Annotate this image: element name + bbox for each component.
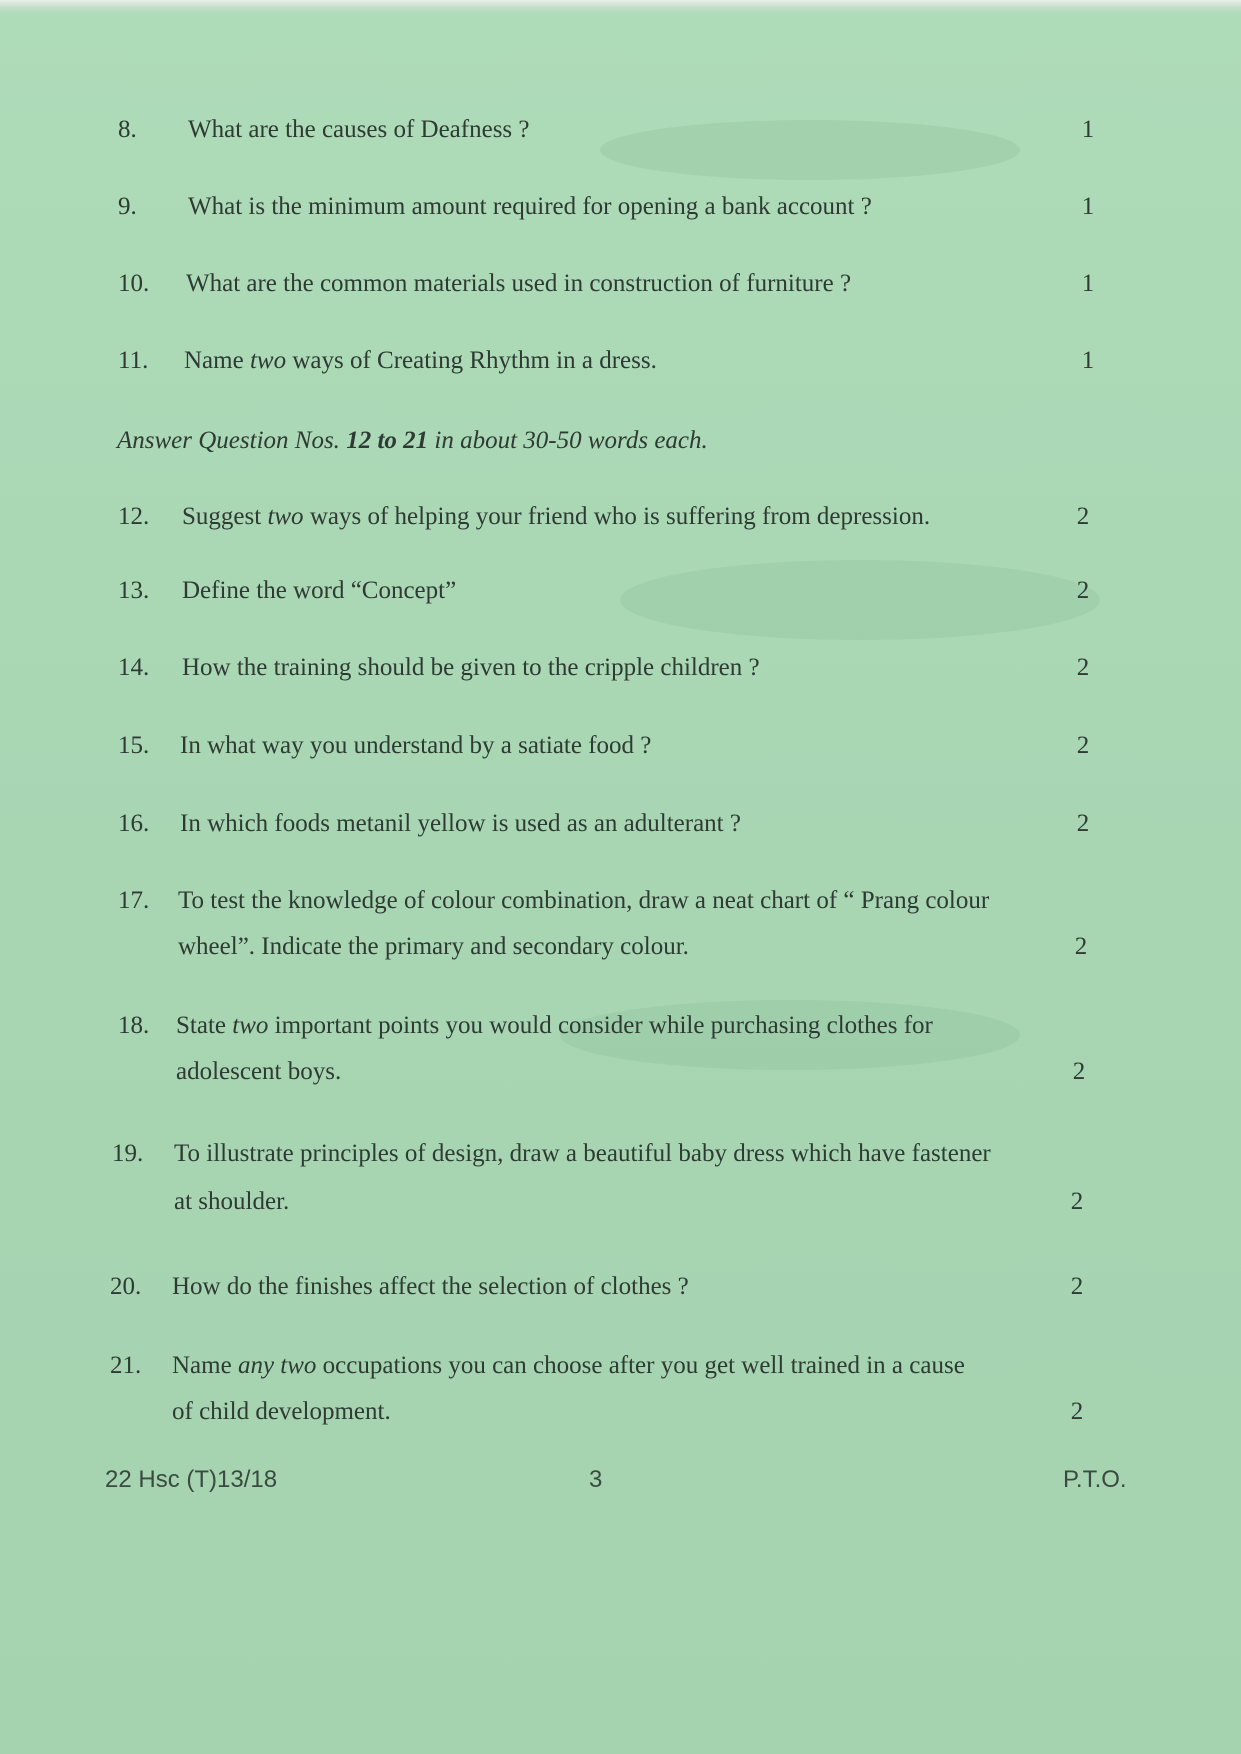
- text-part: Name: [172, 1352, 238, 1379]
- question-number: 18.: [118, 1012, 150, 1039]
- question-text: Define the word “Concept”: [182, 577, 457, 604]
- text-part: State: [176, 1012, 233, 1039]
- question-text: In which foods metanil yellow is used as an adulterant ?: [180, 810, 741, 837]
- question-number: 11.: [118, 347, 149, 374]
- question-20: [110, 1264, 1120, 1310]
- emphasis: two: [232, 1012, 269, 1039]
- emphasis: any two: [237, 1352, 317, 1379]
- question-text: What are the causes of Deafness ?: [188, 116, 530, 143]
- question-marks: 2: [1074, 933, 1088, 960]
- question-21: [110, 1343, 1120, 1435]
- question-number: 10.: [118, 270, 150, 297]
- section-instruction: [117, 418, 708, 464]
- question-14: [118, 645, 1118, 691]
- question-number: 21.: [110, 1352, 142, 1379]
- text-part: Name: [184, 347, 250, 374]
- question-number: 14.: [118, 654, 150, 681]
- emphasis: two: [249, 347, 287, 374]
- question-marks: 2: [1076, 503, 1090, 530]
- question-16: [118, 801, 1118, 847]
- question-marks: 1: [1081, 116, 1095, 143]
- footer-page-number: 3: [589, 1466, 603, 1493]
- question-text-line-2: of child development.: [172, 1398, 391, 1425]
- question-9: [118, 184, 1118, 230]
- question-15: [118, 723, 1118, 769]
- question-text-line-2: adolescent boys.: [176, 1058, 342, 1085]
- question-text-line-2: at shoulder.: [174, 1188, 290, 1215]
- question-number: 15.: [118, 732, 150, 759]
- question-10: [118, 261, 1118, 307]
- footer-pto: P.T.O.: [1063, 1466, 1127, 1493]
- paper-top-edge: [0, 0, 1241, 14]
- question-marks: 2: [1070, 1273, 1084, 1300]
- question-12: [118, 494, 1118, 540]
- instruction-text: in about 30-50 words each.: [428, 427, 708, 454]
- text-part: occupations you can choose after you get well trained in a cause: [316, 1352, 965, 1379]
- question-marks: 2: [1076, 577, 1090, 604]
- question-17: [118, 878, 1118, 970]
- question-text-line-1: [176, 1003, 933, 1049]
- question-marks: 2: [1076, 732, 1090, 759]
- text-part: ways of helping your friend who is suffering from depression.: [303, 503, 931, 530]
- question-number: 17.: [118, 887, 150, 914]
- instruction-bold: 12 to 21: [346, 427, 429, 454]
- question-number: 20.: [110, 1273, 142, 1300]
- question-19: [112, 1131, 1122, 1223]
- question-text-line-2: wheel”. Indicate the primary and secondary colour.: [178, 933, 689, 960]
- question-number: 16.: [118, 810, 150, 837]
- question-marks: 2: [1076, 810, 1090, 837]
- question-text: What are the common materials used in construction of furniture ?: [186, 270, 852, 297]
- question-number: 8.: [118, 116, 137, 143]
- instruction-text: Answer Question Nos.: [117, 427, 347, 454]
- emphasis: two: [267, 503, 304, 530]
- question-text-line-1: To illustrate principles of design, draw a beautiful baby dress which have fastener: [174, 1140, 991, 1167]
- question-text: [184, 338, 657, 384]
- question-marks: 2: [1070, 1188, 1084, 1215]
- question-text: What is the minimum amount required for opening a bank account ?: [188, 193, 872, 220]
- question-text-line-1: To test the knowledge of colour combination, draw a neat chart of “ Prang colour: [178, 887, 990, 914]
- text-part: important points you would consider while purchasing clothes for: [268, 1012, 933, 1039]
- question-text: [182, 494, 930, 540]
- question-18: [118, 1003, 1118, 1095]
- question-number: 12.: [118, 503, 150, 530]
- question-marks: 1: [1081, 193, 1095, 220]
- question-8: [118, 107, 1118, 153]
- text-part: Suggest: [182, 503, 268, 530]
- question-text-line-1: [172, 1343, 965, 1389]
- question-marks: 2: [1072, 1058, 1086, 1085]
- question-marks: 1: [1081, 347, 1095, 374]
- question-11: [118, 338, 1118, 384]
- question-text: How do the finishes affect the selection of clothes ?: [172, 1273, 689, 1300]
- question-text: In what way you understand by a satiate food ?: [180, 732, 652, 759]
- question-13: [118, 568, 1118, 614]
- footer-code: 22 Hsc (T)13/18: [105, 1466, 278, 1493]
- question-marks: 1: [1081, 270, 1095, 297]
- question-number: 19.: [112, 1140, 144, 1167]
- question-marks: 2: [1070, 1398, 1084, 1425]
- question-number: 13.: [118, 577, 150, 604]
- question-marks: 2: [1076, 654, 1090, 681]
- question-text: How the training should be given to the cripple children ?: [182, 654, 760, 681]
- question-number: 9.: [118, 193, 137, 220]
- text-part: ways of Creating Rhythm in a dress.: [286, 347, 657, 374]
